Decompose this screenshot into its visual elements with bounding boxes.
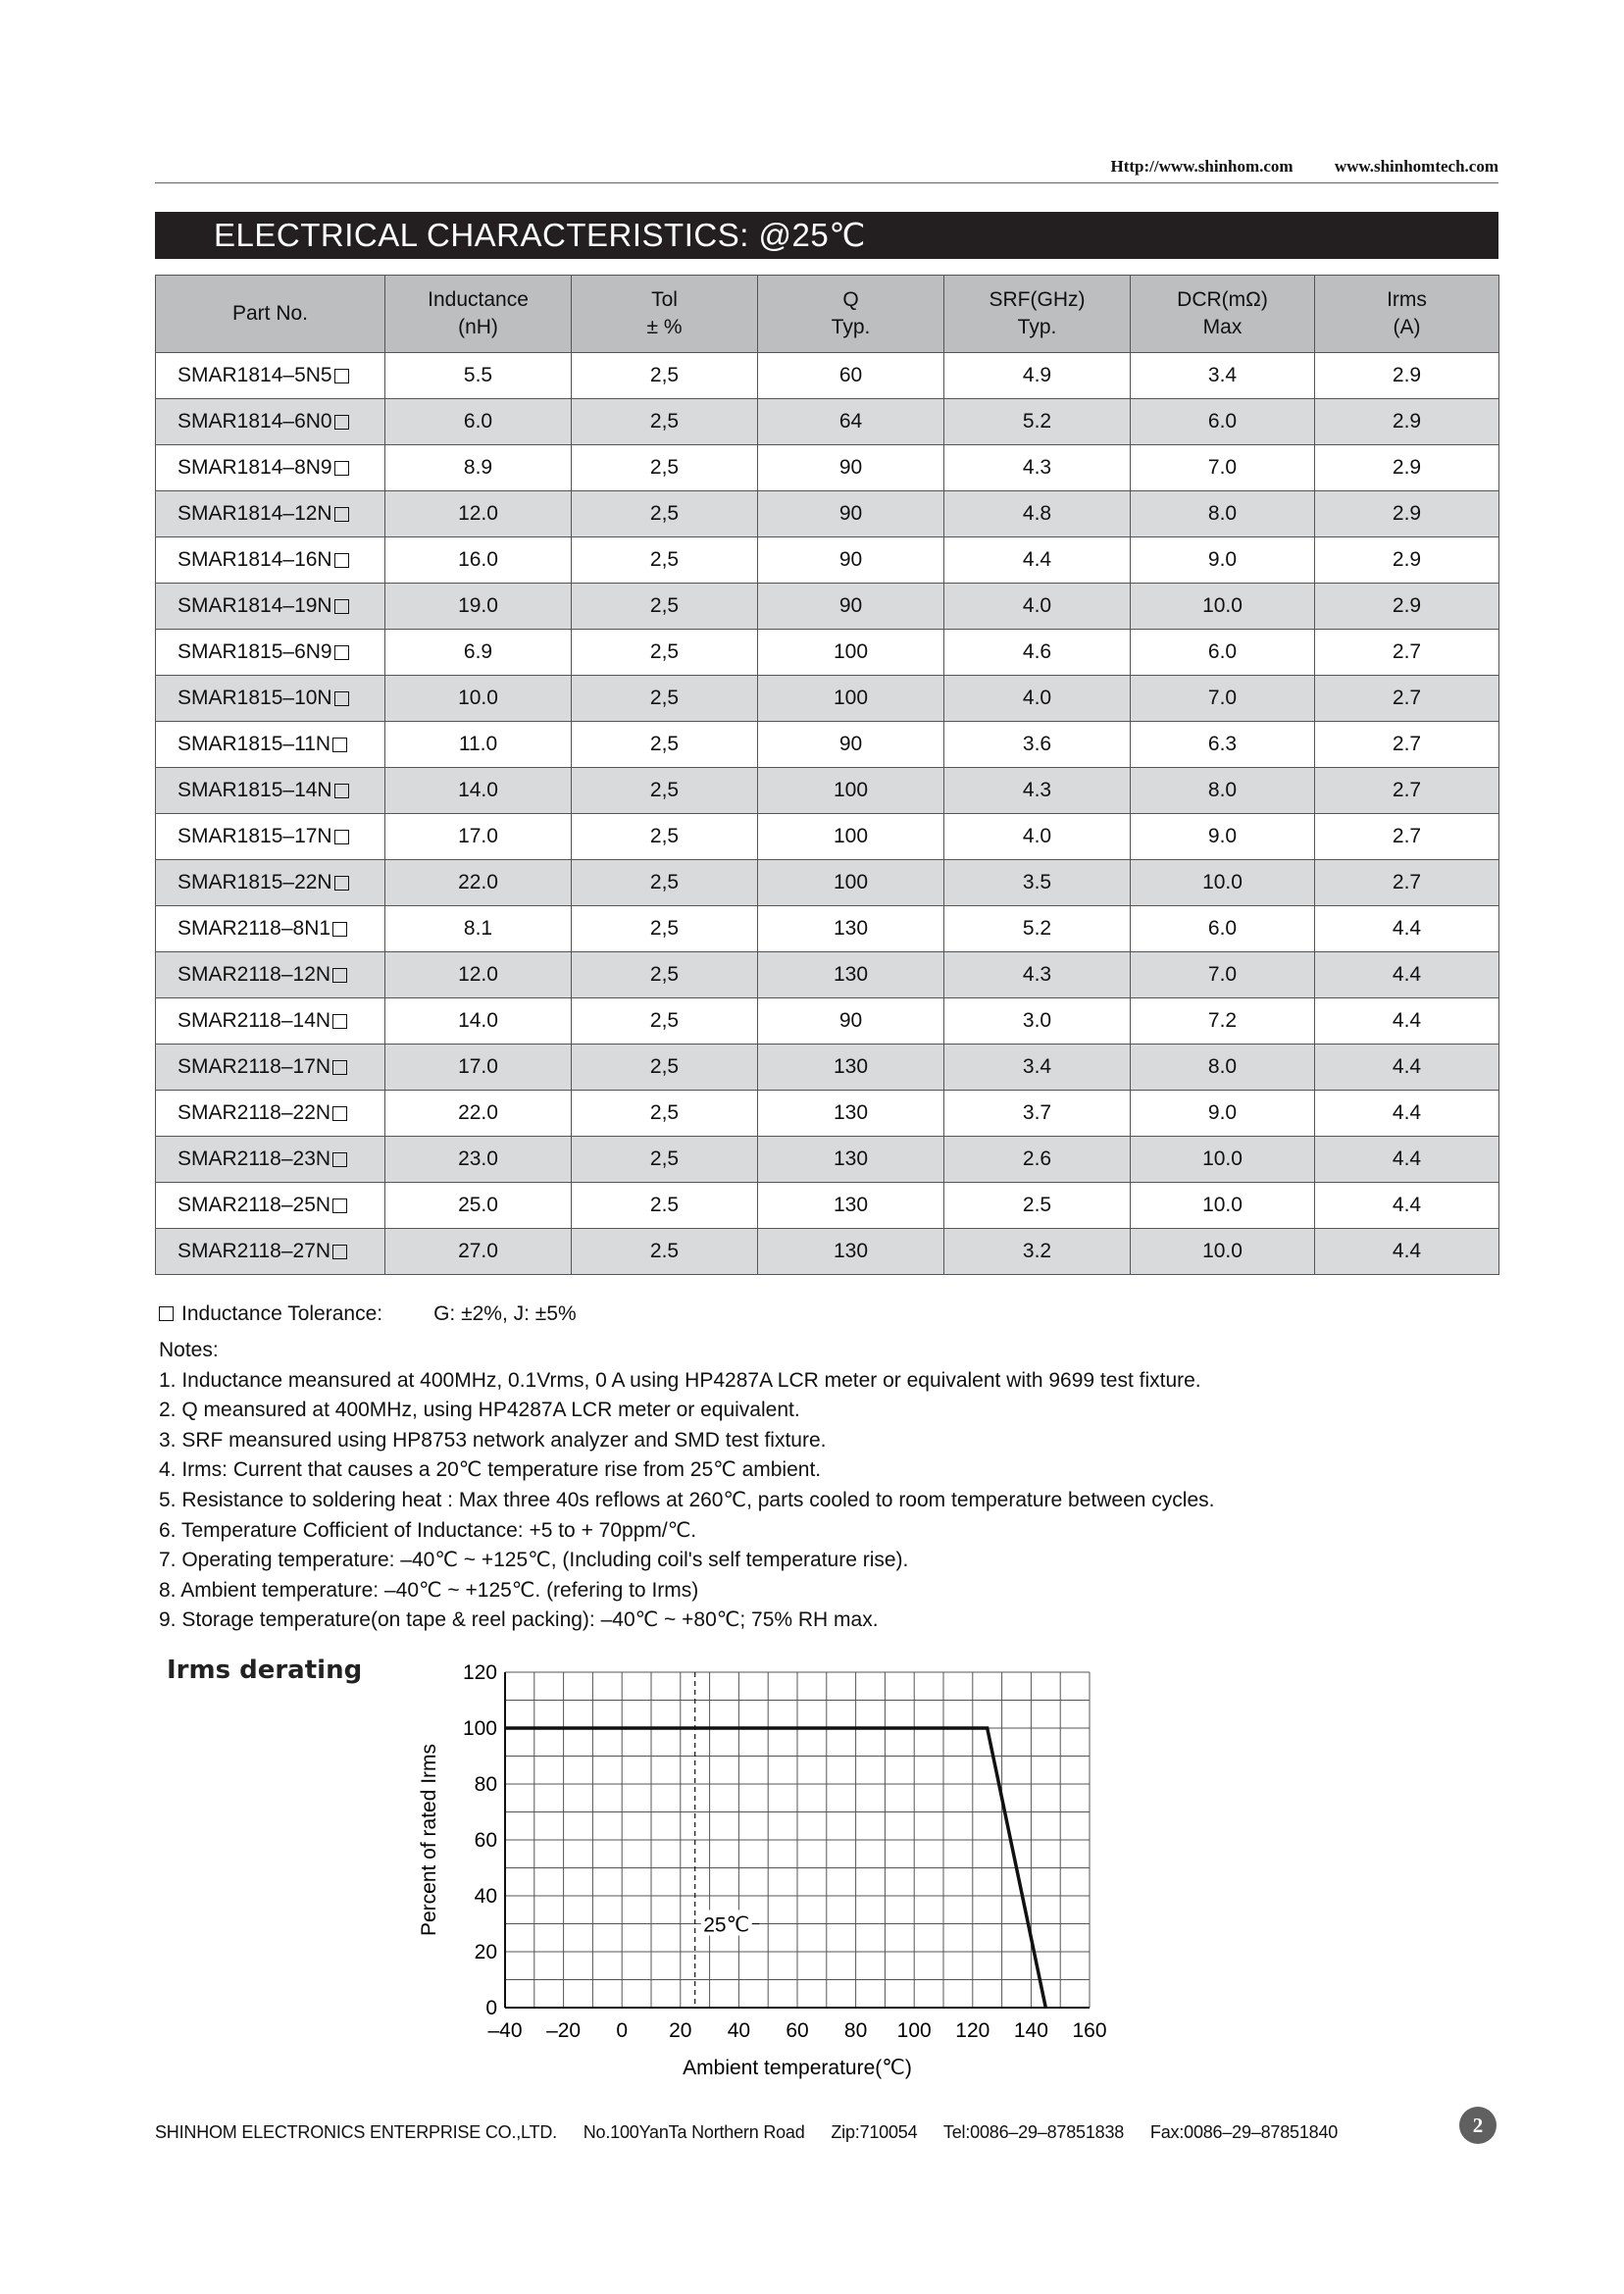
table-cell: 2.6: [944, 1137, 1131, 1183]
tolerance-box-icon: [334, 507, 349, 522]
notes: [159, 1336, 1214, 1636]
table-row: [156, 952, 1499, 998]
table-cell: 17.0: [385, 1045, 572, 1091]
column-header-text: Max: [1202, 316, 1243, 338]
table-cell: 7.0: [1131, 445, 1315, 491]
tolerance-box-icon: [332, 738, 347, 752]
table-cell: 3.2: [944, 1229, 1131, 1275]
y-tick-label: 20: [474, 1941, 497, 1963]
table-cell: 4.4: [1315, 1137, 1499, 1183]
table-cell: 100: [758, 630, 944, 676]
y-axis-label: Percent of rated Irms: [418, 1743, 440, 1937]
table-cell: 16.0: [385, 537, 572, 584]
electrical-characteristics-table: [155, 275, 1499, 1275]
part-number-cell: [156, 814, 385, 860]
table-cell: 4.4: [1315, 1045, 1499, 1091]
table-row: [156, 1229, 1499, 1275]
website-link-2[interactable]: www.shinhomtech.com: [1334, 157, 1498, 176]
column-header: [944, 276, 1131, 353]
note-item: 6. Temperature Cofficient of Inductance: +5 to + 70ppm/℃.: [159, 1518, 697, 1542]
table-cell: 4.0: [944, 676, 1131, 722]
table-cell: 130: [758, 1183, 944, 1229]
part-number-cell: [156, 1229, 385, 1275]
table-cell: 3.6: [944, 722, 1131, 768]
table-body: [156, 353, 1499, 1275]
part-number-cell: [156, 952, 385, 998]
footer-tel: Tel:0086–29–87851838: [942, 2122, 1125, 2142]
table-cell: 130: [758, 1091, 944, 1137]
table-cell: 2.7: [1315, 676, 1499, 722]
table-cell: 6.3: [1131, 722, 1315, 768]
tolerance-box-icon: [332, 1014, 347, 1029]
table-cell: 100: [758, 814, 944, 860]
table-cell: 2.9: [1315, 537, 1499, 584]
x-tick-label: 40: [727, 2019, 751, 2042]
tolerance-box-icon: [334, 830, 349, 844]
table-cell: 6.0: [1131, 906, 1315, 952]
table-cell: 2.9: [1315, 445, 1499, 491]
table-cell: 2.7: [1315, 630, 1499, 676]
x-tick-label: 80: [843, 2019, 868, 2042]
column-header-text: ± %: [646, 316, 683, 338]
table-cell: 10.0: [1131, 584, 1315, 630]
table-cell: 3.7: [944, 1091, 1131, 1137]
table-row: [156, 491, 1499, 537]
tolerance-box-icon: [334, 784, 349, 798]
table-cell: 60: [758, 353, 944, 399]
footer-zip: Zip:710054: [831, 2122, 918, 2142]
table-cell: 8.0: [1131, 768, 1315, 814]
column-header: [758, 276, 944, 353]
table-cell: 2,5: [572, 952, 758, 998]
table-cell: 4.3: [944, 768, 1131, 814]
table-cell: 10.0: [1131, 1229, 1315, 1275]
tolerance-label: Inductance Tolerance:: [181, 1302, 383, 1325]
table-cell: 90: [758, 445, 944, 491]
table-row: [156, 906, 1499, 952]
tolerance-box-icon: [332, 1152, 347, 1167]
table-cell: 130: [758, 952, 944, 998]
x-tick-label: 100: [896, 2019, 932, 2042]
table-cell: 2,5: [572, 537, 758, 584]
table-cell: 2.5: [572, 1183, 758, 1229]
part-number-cell: [156, 722, 385, 768]
part-number-text: SMAR1814–8N9: [178, 456, 332, 479]
note-item: 1. Inductance meansured at 400MHz, 0.1Vrms, 0 A using HP4287A LCR meter or equivalent with 9699 test fixture.: [159, 1368, 1201, 1392]
notes-list: [159, 1366, 1214, 1636]
table-cell: 4.6: [944, 630, 1131, 676]
tolerance-box-icon: [332, 1198, 347, 1213]
x-tick-label: 20: [669, 2019, 692, 2042]
table-cell: 100: [758, 768, 944, 814]
table-cell: 22.0: [385, 1091, 572, 1137]
tolerance-box-icon: [332, 1106, 347, 1121]
table-cell: 4.4: [1315, 1091, 1499, 1137]
table-cell: 7.0: [1131, 676, 1315, 722]
column-header-text: Q: [842, 288, 859, 311]
table-cell: 3.0: [944, 998, 1131, 1045]
column-header: [385, 276, 572, 353]
table-cell: 6.0: [385, 399, 572, 445]
column-header-text: (A): [1393, 316, 1421, 338]
table-cell: 90: [758, 537, 944, 584]
tolerance-box-icon: [334, 415, 349, 430]
table-row: [156, 584, 1499, 630]
part-number-text: SMAR2118–17N: [178, 1055, 331, 1078]
table-cell: 2.9: [1315, 399, 1499, 445]
part-number-text: SMAR1815–6N9: [178, 640, 332, 663]
part-number-cell: [156, 860, 385, 906]
tolerance-box-icon: [334, 599, 349, 614]
table-cell: 64: [758, 399, 944, 445]
note-item: 5. Resistance to soldering heat : Max three 40s reflows at 260℃, parts cooled to room temperature between cycles.: [159, 1488, 1215, 1511]
table-cell: 2,5: [572, 814, 758, 860]
table-cell: 14.0: [385, 768, 572, 814]
part-number-text: SMAR1814–6N0: [178, 410, 332, 433]
table-cell: 14.0: [385, 998, 572, 1045]
x-tick-label: –40: [487, 2019, 523, 2042]
table-cell: 2.9: [1315, 353, 1499, 399]
table-cell: 12.0: [385, 491, 572, 537]
table-row: [156, 1137, 1499, 1183]
table-cell: 10.0: [1131, 1183, 1315, 1229]
table-row: [156, 445, 1499, 491]
part-number-text: SMAR1815–22N: [178, 871, 332, 893]
table-row: [156, 676, 1499, 722]
column-header-text: Part No.: [231, 302, 309, 325]
table-cell: 130: [758, 1137, 944, 1183]
x-tick-label: 140: [1013, 2019, 1048, 2042]
column-header-text: Typ.: [1017, 316, 1057, 338]
table-row: [156, 630, 1499, 676]
part-number-text: SMAR1814–19N: [178, 594, 332, 617]
table-cell: 100: [758, 676, 944, 722]
table-cell: 2,5: [572, 1045, 758, 1091]
part-number-cell: [156, 1137, 385, 1183]
part-number-cell: [156, 630, 385, 676]
note-item: 2. Q meansured at 400MHz, using HP4287A LCR meter or equivalent.: [159, 1399, 800, 1422]
table-cell: 27.0: [385, 1229, 572, 1275]
table-row: [156, 399, 1499, 445]
table-cell: 4.3: [944, 952, 1131, 998]
x-tick-label: 60: [786, 2019, 809, 2042]
table-row: [156, 860, 1499, 906]
part-number-cell: [156, 1045, 385, 1091]
table-row: [156, 1183, 1499, 1229]
footer: [155, 2122, 1359, 2143]
footer-company: SHINHOM ELECTRONICS ENTERPRISE CO.,LTD.: [155, 2122, 557, 2142]
part-number-cell: [156, 676, 385, 722]
footer-fax: Fax:0086–29–87851840: [1149, 2122, 1339, 2142]
table-row: [156, 1045, 1499, 1091]
table-cell: 90: [758, 722, 944, 768]
table-cell: 4.4: [1315, 1183, 1499, 1229]
tolerance-box-icon: [332, 922, 347, 937]
table-cell: 2,5: [572, 998, 758, 1045]
table-cell: 4.4: [1315, 952, 1499, 998]
x-tick-label: 0: [616, 2019, 629, 2042]
table-row: [156, 537, 1499, 584]
column-header: [1315, 276, 1499, 353]
irms-derating-chart: [392, 1657, 1138, 2099]
table-cell: 2,5: [572, 491, 758, 537]
part-number-cell: [156, 584, 385, 630]
tolerance-box-icon: [334, 876, 349, 891]
page-number: 2: [1459, 2107, 1497, 2144]
part-number-cell: [156, 1091, 385, 1137]
part-number-text: SMAR1815–11N: [178, 733, 331, 755]
part-number-cell: [156, 1183, 385, 1229]
table-cell: 4.9: [944, 353, 1131, 399]
table-cell: 7.0: [1131, 952, 1315, 998]
table-cell: 2,5: [572, 399, 758, 445]
part-number-cell: [156, 353, 385, 399]
table-cell: 9.0: [1131, 814, 1315, 860]
part-number-cell: [156, 537, 385, 584]
table-cell: 5.2: [944, 906, 1131, 952]
table-cell: 2,5: [572, 722, 758, 768]
table-cell: 4.4: [1315, 998, 1499, 1045]
part-number-cell: [156, 491, 385, 537]
table-cell: 2,5: [572, 1137, 758, 1183]
table-cell: 25.0: [385, 1183, 572, 1229]
table-cell: 130: [758, 906, 944, 952]
table-cell: 2.7: [1315, 814, 1499, 860]
part-number-text: SMAR2118–14N: [178, 1009, 331, 1032]
part-number-cell: [156, 998, 385, 1045]
table-cell: 10.0: [1131, 1137, 1315, 1183]
table-cell: 11.0: [385, 722, 572, 768]
note-item: 7. Operating temperature: –40℃ ~ +125℃, (Including coil's self temperature rise).: [159, 1549, 909, 1572]
tolerance-box-icon: [334, 369, 349, 383]
tolerance-box-icon: [334, 553, 349, 568]
table-cell: 2,5: [572, 445, 758, 491]
part-number-cell: [156, 906, 385, 952]
table-cell: 2.5: [944, 1183, 1131, 1229]
x-tick-label: –20: [546, 2019, 582, 2042]
table-cell: 130: [758, 1045, 944, 1091]
tolerance-box-icon: [159, 1306, 174, 1321]
part-number-text: SMAR1814–16N: [178, 548, 332, 571]
part-number-text: SMAR2118–27N: [178, 1240, 331, 1262]
table-cell: 6.0: [1131, 399, 1315, 445]
y-tick-label: 80: [474, 1773, 497, 1796]
column-header: [1131, 276, 1315, 353]
footer-address: No.100YanTa Northern Road: [583, 2122, 805, 2142]
table-row: [156, 722, 1499, 768]
tolerance-box-icon: [332, 968, 347, 983]
table-cell: 2,5: [572, 676, 758, 722]
note-item: 9. Storage temperature(on tape & reel packing): –40℃ ~ +80℃; 75% RH max.: [159, 1608, 879, 1632]
part-number-text: SMAR1815–14N: [178, 779, 332, 801]
table-cell: 2,5: [572, 906, 758, 952]
table-cell: 4.8: [944, 491, 1131, 537]
y-tick-label: 60: [474, 1829, 497, 1852]
part-number-text: SMAR2118–22N: [178, 1101, 331, 1124]
table-cell: 23.0: [385, 1137, 572, 1183]
table-cell: 17.0: [385, 814, 572, 860]
y-tick-label: 100: [462, 1717, 497, 1740]
y-tick-label: 0: [485, 1997, 497, 2019]
table-cell: 10.0: [385, 676, 572, 722]
table-cell: 2,5: [572, 1091, 758, 1137]
x-axis-label: Ambient temperature(℃): [683, 2057, 912, 2079]
column-header-text: Typ.: [831, 316, 871, 338]
table-cell: 3.5: [944, 860, 1131, 906]
table-cell: 90: [758, 584, 944, 630]
table-cell: 90: [758, 491, 944, 537]
part-number-cell: [156, 399, 385, 445]
table-cell: 9.0: [1131, 1091, 1315, 1137]
tolerance-box-icon: [334, 691, 349, 706]
table-cell: 8.9: [385, 445, 572, 491]
table-row: [156, 998, 1499, 1045]
table-cell: 9.0: [1131, 537, 1315, 584]
table-cell: 2,5: [572, 860, 758, 906]
table-cell: 12.0: [385, 952, 572, 998]
tolerance-box-icon: [332, 1245, 347, 1259]
y-tick-label: 40: [474, 1885, 497, 1908]
tolerance-box-icon: [334, 645, 349, 660]
table-cell: 2,5: [572, 584, 758, 630]
note-item: 3. SRF meansured using HP8753 network analyzer and SMD test fixture.: [159, 1428, 827, 1452]
column-header: [156, 276, 385, 353]
part-number-text: SMAR2118–25N: [178, 1194, 331, 1216]
tolerance-box-icon: [334, 461, 349, 476]
column-header-text: SRF(GHz): [989, 288, 1086, 311]
table-cell: 7.2: [1131, 998, 1315, 1045]
table-cell: 2.7: [1315, 768, 1499, 814]
table-cell: 4.4: [944, 537, 1131, 584]
y-tick-label: 120: [462, 1661, 497, 1684]
part-number-text: SMAR2118–8N1: [178, 917, 331, 940]
column-header-text: Irms: [1387, 288, 1427, 311]
column-header-text: DCR(mΩ): [1177, 288, 1268, 311]
table-row: [156, 1091, 1499, 1137]
table-header-row: [156, 276, 1499, 353]
derating-title: Irms derating: [167, 1656, 363, 1685]
note-item: 8. Ambient temperature: –40℃ ~ +125℃. (refering to Irms): [159, 1578, 699, 1602]
table-cell: 90: [758, 998, 944, 1045]
table-cell: 6.0: [1131, 630, 1315, 676]
table-cell: 8.0: [1131, 491, 1315, 537]
annotation-label: 25℃: [703, 1913, 750, 1937]
note-item: 4. Irms: Current that causes a 20℃ temperature rise from 25℃ ambient.: [159, 1458, 822, 1482]
table-cell: 4.0: [944, 584, 1131, 630]
table-cell: 100: [758, 860, 944, 906]
x-tick-label: 120: [955, 2019, 990, 2042]
table-cell: 4.0: [944, 814, 1131, 860]
table-cell: 4.3: [944, 445, 1131, 491]
table-row: [156, 768, 1499, 814]
table-cell: 2,5: [572, 630, 758, 676]
table-cell: 2.5: [572, 1229, 758, 1275]
table-cell: 19.0: [385, 584, 572, 630]
tolerance-box-icon: [332, 1060, 347, 1075]
table-cell: 2.7: [1315, 722, 1499, 768]
part-number-text: SMAR1815–17N: [178, 825, 332, 847]
section-title: ELECTRICAL CHARACTERISTICS: @25℃: [155, 212, 1498, 259]
column-header-text: (nH): [458, 316, 498, 338]
table-cell: 6.9: [385, 630, 572, 676]
table-cell: 10.0: [1131, 860, 1315, 906]
table-cell: 22.0: [385, 860, 572, 906]
table-cell: 130: [758, 1229, 944, 1275]
table-row: [156, 814, 1499, 860]
part-number-text: SMAR1814–5N5: [178, 364, 332, 386]
table-cell: 3.4: [944, 1045, 1131, 1091]
column-header: [572, 276, 758, 353]
column-header-text: Tol: [651, 288, 678, 311]
table-cell: 2,5: [572, 353, 758, 399]
table-row: [156, 353, 1499, 399]
part-number-text: SMAR1815–10N: [178, 687, 332, 709]
part-number-text: SMAR2118–12N: [178, 963, 331, 986]
table-cell: 2.7: [1315, 860, 1499, 906]
table-cell: 2,5: [572, 768, 758, 814]
x-tick-label: 160: [1072, 2019, 1107, 2042]
header-links: [155, 157, 1498, 183]
table-cell: 8.0: [1131, 1045, 1315, 1091]
table-cell: 3.4: [1131, 353, 1315, 399]
table-cell: 2.9: [1315, 491, 1499, 537]
table-cell: 5.5: [385, 353, 572, 399]
column-header-text: Inductance: [428, 288, 529, 311]
part-number-cell: [156, 445, 385, 491]
part-number-cell: [156, 768, 385, 814]
table-cell: 4.4: [1315, 1229, 1499, 1275]
notes-title: Notes:: [159, 1339, 219, 1361]
part-number-text: SMAR2118–23N: [178, 1147, 331, 1170]
table-cell: 4.4: [1315, 906, 1499, 952]
table-cell: 5.2: [944, 399, 1131, 445]
tolerance-values: G: ±2%, J: ±5%: [433, 1302, 577, 1325]
table-cell: 8.1: [385, 906, 572, 952]
table-cell: 2.9: [1315, 584, 1499, 630]
website-link-1[interactable]: Http://www.shinhom.com: [1110, 157, 1294, 176]
part-number-text: SMAR1814–12N: [178, 502, 332, 525]
tolerance-line: [159, 1302, 577, 1326]
